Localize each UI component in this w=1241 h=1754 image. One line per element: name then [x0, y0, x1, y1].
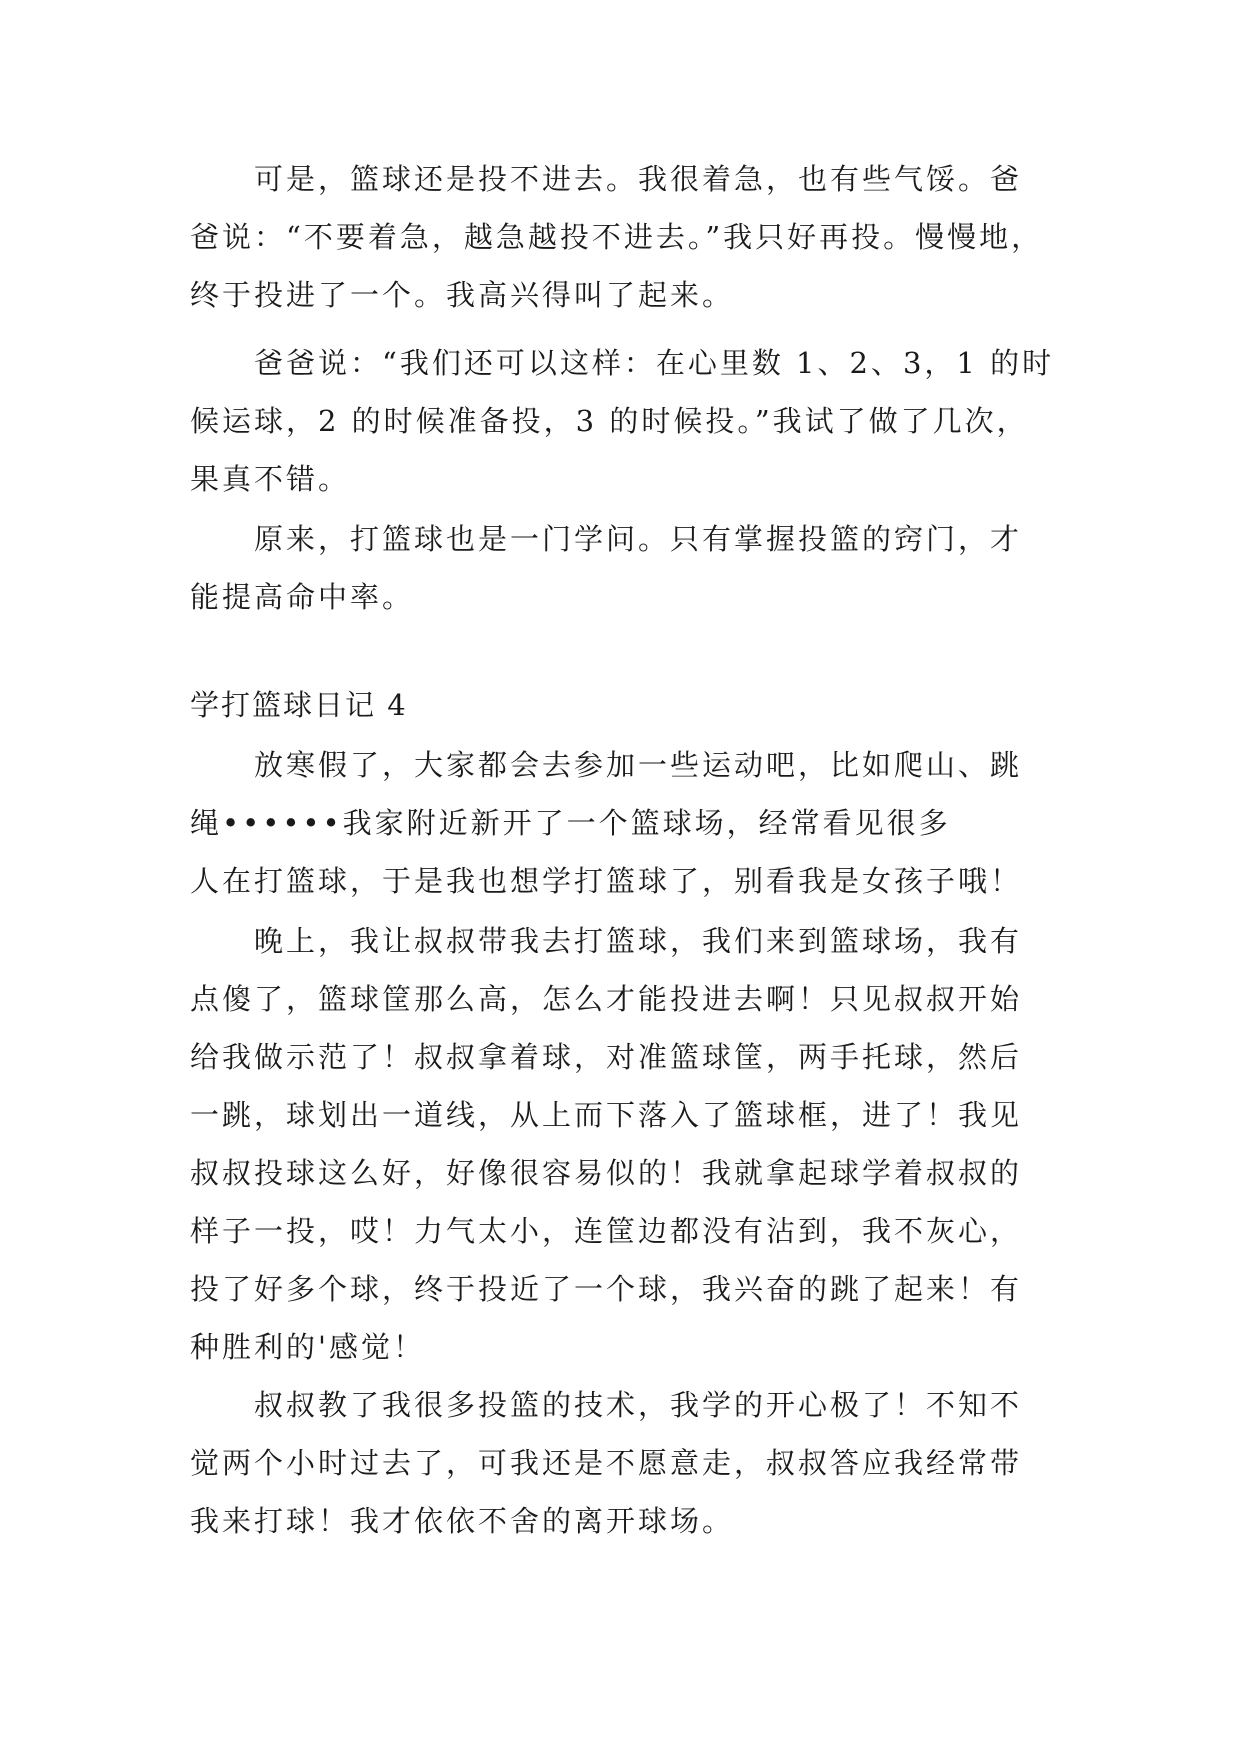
paragraph-b1 — [190, 736, 1070, 910]
paragraph-line: 果真不错。 — [190, 462, 351, 496]
paragraph-line: 我来打球！我才依依不舍的离开球场。 — [190, 1504, 735, 1538]
paragraph-line: 叔叔投球这么好，好像很容易似的！我就拿起球学着叔叔的 — [190, 1156, 1023, 1190]
paragraph-line: 终于投进了一个。我高兴得叫了起来。 — [190, 278, 735, 312]
paragraph-b3 — [190, 1376, 1070, 1550]
section-heading: 学打篮球日记 4 — [190, 688, 408, 722]
paragraph-line: 觉两个小时过去了，可我还是不愿意走，叔叔答应我经常带 — [190, 1446, 1023, 1480]
paragraph-line: 爸爸说：“我们还可以这样：在心里数 1、2、3，1 的时 — [254, 346, 1055, 380]
paragraph-line: 叔叔教了我很多投篮的技术，我学的开心极了！不知不 — [254, 1388, 1023, 1422]
paragraph-line: 点傻了，篮球筐那么高，怎么才能投进去啊！只见叔叔开始 — [190, 982, 1023, 1016]
paragraph-line: 种胜利的'感觉！ — [190, 1330, 425, 1364]
paragraph-line: 爸说：“不要着急，越急越投不进去。”我只好再投。慢慢地， — [190, 220, 1044, 254]
paragraph-line: 人在打篮球，于是我也想学打篮球了，别看我是女孩子哦！ — [190, 864, 1023, 898]
paragraph-a2 — [190, 334, 1070, 508]
paragraph-line: 原来，打篮球也是一门学问。只有掌握投篮的窍门，才 — [254, 522, 1023, 556]
paragraph-line: 绳••••••我家附近新开了一个篮球场，经常看见很多 — [190, 806, 951, 840]
paragraph-line: 样子一投，哎！力气太小，连筐边都没有沾到，我不灰心， — [190, 1214, 1023, 1248]
paragraph-line: 可是，篮球还是投不进去。我很着急，也有些气馁。爸 — [254, 162, 1023, 196]
paragraph-line: 能提高命中率。 — [190, 580, 415, 614]
paragraph-a1 — [190, 150, 1070, 324]
paragraph-a3 — [190, 510, 1070, 626]
paragraph-line: 一跳，球划出一道线，从上而下落入了篮球框，进了！我见 — [190, 1098, 1023, 1132]
paragraph-line: 候运球，2 的时候准备投，3 的时候投。”我试了做了几次， — [190, 404, 1029, 438]
paragraph-line: 放寒假了，大家都会去参加一些运动吧，比如爬山、跳 — [254, 748, 1023, 782]
paragraph-b2 — [190, 912, 1070, 1376]
paragraph-line: 给我做示范了！叔叔拿着球，对准篮球筐，两手托球，然后 — [190, 1040, 1023, 1074]
paragraph-line: 投了好多个球，终于投近了一个球，我兴奋的跳了起来！有 — [190, 1272, 1023, 1306]
paragraph-line: 晚上，我让叔叔带我去打篮球，我们来到篮球场，我有 — [254, 924, 1023, 958]
